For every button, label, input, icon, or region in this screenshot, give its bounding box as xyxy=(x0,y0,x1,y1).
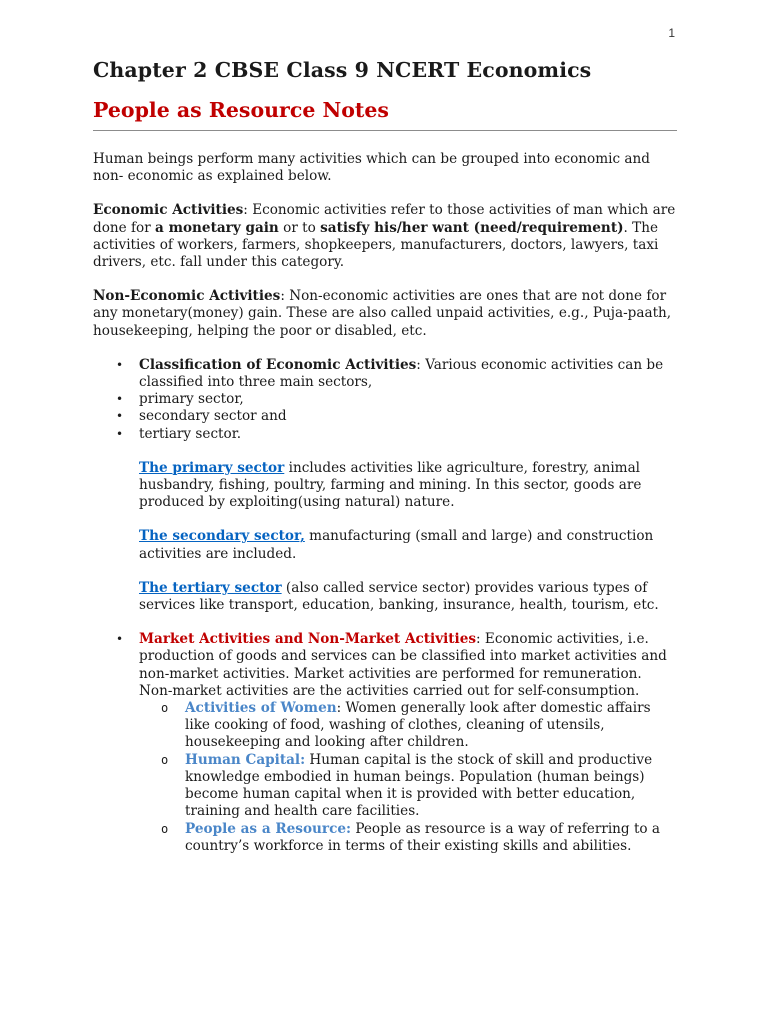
non-economic-text: : Non-economic activities are ones that are not done for any monetary(money) gain. These are also called unpaid activities, e.g., Puja-paath, housekeeping, helping the poor or disabled, etc. xyxy=(93,288,672,339)
intro-paragraph: Human beings perform many activities which can be grouped into economic and non- economic as explained below. xyxy=(93,151,650,185)
economic-activities-term: Economic Activities xyxy=(93,202,244,219)
primary-sector-paragraph xyxy=(139,460,677,512)
tertiary-sector-text: (also called service sector) provides various types of services like transport, education, banking, insurance, health, tourism, etc. xyxy=(139,579,659,614)
circle-bullet-icon: o xyxy=(161,752,169,767)
list-item xyxy=(93,391,677,408)
list-item xyxy=(93,357,677,391)
tertiary-sector-link[interactable]: The tertiary sector xyxy=(139,579,282,596)
market-sub-list xyxy=(93,700,677,855)
people-as-resource-term: People as a Resource: xyxy=(185,820,352,837)
bullet-icon: • xyxy=(116,392,124,407)
monetary-gain-term: a monetary gain xyxy=(155,219,279,236)
list-item xyxy=(93,631,677,700)
economic-text-3: . The activities of workers, farmers, shopkeepers, manufacturers, doctors, lawyers, taxi drivers, etc. fall under this category. xyxy=(93,219,659,271)
secondary-sector-link[interactable]: The secondary sector, xyxy=(139,528,305,545)
tertiary-sector-paragraph xyxy=(139,580,677,614)
economic-activities-paragraph xyxy=(93,202,677,271)
list-item xyxy=(93,426,677,443)
people-as-resource-text: People as resource is a way of referring to a country’s workforce in terms of their existing skills and abilities. xyxy=(185,820,661,854)
bullet-icon: • xyxy=(116,632,124,647)
satisfy-want-term: satisfy his/her want (need/requirement) xyxy=(320,219,624,236)
circle-bullet-icon: o xyxy=(161,701,169,716)
market-activities-text: : Economic activities, i.e. production of goods and services can be classified into market activities and non-market activities. Market activities are performed for remuneration. Non-market activities are the activities carried out for self-consumption. xyxy=(139,631,667,699)
bullet-icon: • xyxy=(116,409,124,424)
list-item xyxy=(139,752,677,821)
market-activities-term: Market Activities and Non-Market Activities xyxy=(139,631,477,648)
activities-of-women-term: Activities of Women xyxy=(185,700,337,717)
heading-divider xyxy=(93,130,677,131)
market-list xyxy=(93,631,677,700)
non-economic-activities-paragraph xyxy=(93,288,677,340)
activities-of-women-text: : Women generally look after domestic affairs like cooking of food, washing of clothes, cleaning of utensils, housekeeping and looking after children. xyxy=(185,700,651,751)
classification-list xyxy=(93,357,677,443)
page-number: 1 xyxy=(668,26,675,40)
human-capital-text: Human capital is the stock of skill and productive knowledge embodied in human beings. Population (human beings) become human capital when it is provided with better education, training and health care facilities. xyxy=(185,751,653,820)
document-body xyxy=(93,58,677,855)
list-item xyxy=(139,700,677,752)
bullet-icon: • xyxy=(116,426,124,441)
list-item xyxy=(93,408,677,425)
economic-text-2: or to xyxy=(278,219,321,236)
primary-sector-link[interactable]: The primary sector xyxy=(139,459,285,476)
chapter-title: Chapter 2 CBSE Class 9 NCERT Economics xyxy=(93,58,592,82)
list-item xyxy=(139,821,677,855)
secondary-sector-paragraph xyxy=(139,528,677,562)
classification-text: : Various economic activities can be classified into three main sectors, xyxy=(139,356,664,391)
list-item-text: secondary sector and xyxy=(139,408,287,425)
classification-term: Classification of Economic Activities xyxy=(139,356,417,373)
circle-bullet-icon: o xyxy=(161,821,169,836)
bullet-icon: • xyxy=(116,357,124,372)
primary-sector-text: includes activities like agriculture, forestry, animal husbandry, fishing, poultry, farming and mining. In this sector, goods are produced by exploiting(using natural) nature. xyxy=(139,459,642,511)
human-capital-term: Human Capital: xyxy=(185,751,306,768)
notes-subtitle: People as Resource Notes xyxy=(93,98,389,122)
list-item-text: tertiary sector. xyxy=(139,425,242,442)
secondary-sector-text: manufacturing (small and large) and construction activities are included. xyxy=(139,528,654,562)
economic-text-1: : Economic activities refer to those activities of man which are done for xyxy=(93,202,676,236)
list-item-text: primary sector, xyxy=(139,391,244,408)
non-economic-term: Non-Economic Activities xyxy=(93,288,281,305)
